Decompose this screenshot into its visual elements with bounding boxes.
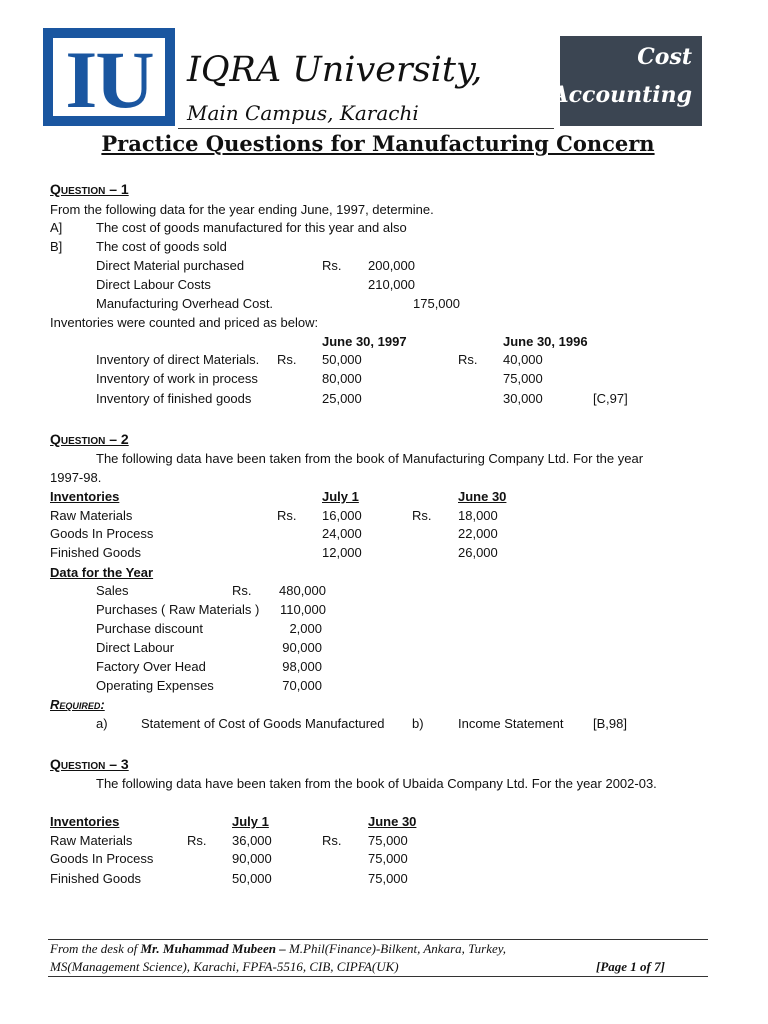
- q1-inv-value: 80,000: [322, 371, 362, 386]
- q2-inv-label: Raw Materials: [50, 508, 133, 523]
- q3-intro: The following data have been taken from the book of Ubaida Company Ltd. For the year 2002-03.: [96, 776, 657, 791]
- page-number: [Page 1 of 7]: [596, 959, 665, 974]
- q2-data-value: 110,000: [279, 602, 326, 617]
- q2-intro: The following data have been taken from the book of Manufacturing Company Ltd. For the year: [96, 451, 644, 466]
- q2-data-value: 70,000: [282, 678, 322, 693]
- q2-req-a-label: a): [96, 716, 108, 731]
- q1-cost-currency: Rs.: [322, 258, 342, 273]
- q1-intro: From the following data for the year ending June, 1997, determine.: [50, 202, 434, 217]
- university-logo: [43, 28, 175, 126]
- q2-inv-value: 18,000: [458, 508, 498, 523]
- q2-data-label: Direct Labour: [96, 640, 175, 655]
- q2-data-value: 480,000: [279, 583, 326, 598]
- q3-inv-value: 75,000: [368, 851, 408, 866]
- q2-inv-label: Finished Goods: [50, 545, 142, 560]
- q1-inventory-intro: Inventories were counted and priced as below:: [50, 315, 319, 330]
- q3-inv-label: Finished Goods: [50, 871, 142, 886]
- q2-intro-cont: 1997-98.: [50, 470, 102, 485]
- q2-inv-label: Goods In Process: [50, 526, 154, 541]
- q1-inv-value: 50,000: [322, 352, 362, 367]
- q2-data-label: Purchases ( Raw Materials ): [96, 602, 260, 617]
- q1-inv-label: Inventory of finished goods: [96, 391, 252, 406]
- q2-inv-value: 16,000: [322, 508, 362, 523]
- q1-item-a-text: The cost of goods manufactured for this year and also: [96, 220, 407, 235]
- q1-inv-value: 25,000: [322, 391, 362, 406]
- q1-cost-label: Direct Labour Costs: [96, 277, 211, 292]
- campus-name: Main Campus, Karachi: [187, 101, 419, 125]
- footer-rule: [48, 939, 708, 940]
- footer-prefix: From the desk of: [50, 941, 141, 956]
- q1-heading: Question – 1: [50, 181, 129, 197]
- q1-col-header: June 30, 1997: [322, 334, 407, 349]
- course-line1: Cost: [637, 44, 692, 70]
- q1-inv-value: 30,000: [503, 391, 543, 406]
- q1-cost-value: 175,000: [413, 296, 460, 311]
- q1-reference: [C,97]: [593, 391, 628, 406]
- q2-heading: Question – 2: [50, 431, 129, 447]
- q1-cost-label: Direct Material purchased: [96, 258, 245, 273]
- q3-col-header: June 30: [368, 814, 417, 829]
- footer-line2: MS(Management Science), Karachi, FPFA-5516, CIB, CIPFA(UK): [50, 959, 399, 974]
- q1-inv-value: 40,000: [503, 352, 543, 367]
- q1-inv-currency: Rs.: [458, 352, 478, 367]
- q3-inv-value: 90,000: [232, 851, 272, 866]
- q3-inv-value: 75,000: [368, 871, 408, 886]
- q2-data-value: 98,000: [282, 659, 322, 674]
- q2-inv-value: 12,000: [322, 545, 362, 560]
- footer-credentials: M.Phil(Finance)-Bilkent, Ankara, Turkey,: [285, 941, 507, 956]
- q2-inv-value: 22,000: [458, 526, 498, 541]
- header-rule: [178, 128, 554, 129]
- q1-cost-value: 200,000: [368, 258, 415, 273]
- logo-text: IU: [65, 34, 153, 125]
- q2-data-value: 90,000: [282, 640, 322, 655]
- q2-inv-value: 26,000: [458, 545, 498, 560]
- q2-req-b-label: b): [412, 716, 424, 731]
- q2-inv-currency: Rs.: [277, 508, 297, 523]
- q3-inv-value: 75,000: [368, 833, 408, 848]
- q3-inv-currency: Rs.: [187, 833, 207, 848]
- q2-data-label: Purchase discount: [96, 621, 203, 636]
- q1-item-b-label: B]: [50, 239, 63, 254]
- q2-data-label: Sales: [96, 583, 129, 598]
- footer-bottom-rule: [48, 976, 708, 977]
- q3-inv-value: 50,000: [232, 871, 272, 886]
- q1-inv-currency: Rs.: [277, 352, 297, 367]
- q2-data-label: Operating Expenses: [96, 678, 214, 693]
- q1-cost-value: 210,000: [368, 277, 415, 292]
- q2-req-b-text: Income Statement: [458, 716, 564, 731]
- q3-inv-label: Goods In Process: [50, 851, 154, 866]
- q3-inventories-heading: Inventories: [50, 814, 120, 829]
- course-badge: [551, 36, 702, 126]
- q2-data-label: Factory Over Head: [96, 659, 206, 674]
- q3-col-header: July 1: [232, 814, 269, 829]
- q3-inv-currency: Rs.: [322, 833, 342, 848]
- q3-inv-label: Raw Materials: [50, 833, 133, 848]
- q3-heading: Question – 3: [50, 756, 129, 772]
- q2-data-currency: Rs.: [232, 583, 252, 598]
- q1-inv-label: Inventory of direct Materials.: [96, 352, 260, 367]
- footer-line1: [50, 941, 506, 957]
- university-name: IQRA University,: [187, 50, 483, 90]
- q2-req-a-text: Statement of Cost of Goods Manufactured: [141, 716, 385, 731]
- q2-inv-currency: Rs.: [412, 508, 432, 523]
- footer-author: Mr. Muhammad Mubeen –: [140, 941, 286, 956]
- course-line2: Accounting: [551, 82, 692, 108]
- q2-col-header: July 1: [322, 489, 359, 504]
- q2-inventories-heading: Inventories: [50, 489, 120, 504]
- q1-item-b-text: The cost of goods sold: [96, 239, 227, 254]
- q2-data-heading: Data for the Year: [50, 565, 154, 580]
- q1-cost-label: Manufacturing Overhead Cost.: [96, 296, 274, 311]
- q3-inv-value: 36,000: [232, 833, 272, 848]
- q2-col-header: June 30: [458, 489, 507, 504]
- q1-item-a-label: A]: [50, 220, 63, 235]
- q1-col-header: June 30, 1996: [503, 334, 588, 349]
- q2-reference: [B,98]: [593, 716, 627, 731]
- q1-inv-value: 75,000: [503, 371, 543, 386]
- q2-data-value: 2,000: [289, 621, 322, 636]
- q2-inv-value: 24,000: [322, 526, 362, 541]
- q2-required-label: Required:: [50, 697, 105, 712]
- page-title: Practice Questions for Manufacturing Concern: [101, 131, 655, 156]
- q1-inv-label: Inventory of work in process: [96, 371, 258, 386]
